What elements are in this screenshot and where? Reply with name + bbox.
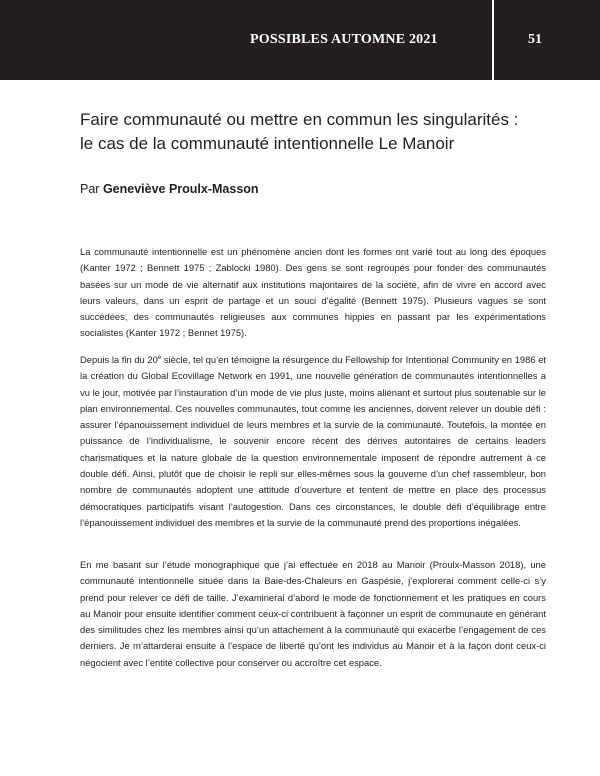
page-number: 51	[528, 32, 542, 47]
paragraph-2-lead: Depuis la fin du 20	[80, 354, 158, 365]
paragraph-2-lead-rest: siècle, tel qu’en témoigne la résurgence du Fellowship for Intentional Community en 1986 et la création du Global Ecovillage Network en 1991,	[80, 354, 547, 382]
body-paragraph-3: En me basant sur l’étude monographique que j’ai effectuée en 2018 au Manoir (Proulx-Masson 2018), une communauté intentionnelle située dans la Baie-des-Chaleurs en Gaspésie, j’explorerai comment celle-ci s’y prend pour relever ce défi de taille. J’examinerai d’abord le mode de fonctionnement et les pratiques en cours au Manoir pour ensuite identifier comment ceux-ci contribuent à façonner un esprit de communauté en générant des similitudes chez les membres ainsi qu’un attachement à la communauté qui exacerbe l’engagement de ces derniers. Je m’attarderai ensuite à l’espace de liberté qu’ont les individus au Manoir et à la façon dont ceux-ci négocient avec l’entité collective pour conserver ou accroître cet espace.	[80, 559, 546, 668]
body-paragraph-1: La communauté intentionnelle est un phénomène ancien dont les formes ont varié tout au long des époques (Kanter 1972 ; Bennett 1975 ; Zablocki 1980). Des gens se sont regroupés pour fonder des communautés basées sur un mode de vie alternatif aux institutions majoritaires de la société, afin de vivre en accord avec leurs valeurs, dans un esprit de partage et un souci d’égalité (Bennett 1975). Plusieurs vagues se sont succédées, des communautés religieuses aux communes hippies en passant par les expérimentations socialistes (Kanter 1972 ; Bennet 1975).	[80, 246, 546, 339]
header-divider	[492, 0, 494, 80]
journal-title: POSSIBLES AUTOMNE 2021	[250, 32, 438, 47]
article-title-line-2: le cas de la communauté intentionnelle Le Manoir	[80, 134, 455, 153]
article-title	[80, 108, 550, 156]
page-header	[0, 0, 600, 80]
byline	[80, 182, 259, 196]
century-superscript: e	[157, 354, 162, 361]
article-title-line-1: Faire communauté ou mettre en commun les singularités :	[80, 110, 519, 129]
author-name: Geneviève Proulx-Masson	[102, 182, 259, 196]
paragraph-2-body: une nouvelle génération de communautés intentionnelles a vu le jour, motivée par l’instauration d’un mode de vie plus juste, moins aliénant et surtout plus soutenable sur le plan environnemental. Ces nouvelles communautés, tout comme les anciennes, doivent relever un double défi : assurer l’épanouissement individuel de leurs membres et la survie de la communauté. Toutefois, la montée en puissance de l’individualisme, le souvenir encore récent des dérives autoritaires de certains leaders charismatiques et la nature globale de la question environnementale imposent de répondre autrement à ce double défi. Ainsi, plutôt que de choisir le repli sur elles-mêmes sous la gouverne d’un chef rassembleur, bon nombre de communautés adoptent une attitude d’ouverture et tentent de mettre en place des processus démocratiques participatifs visant l’autogestion. Dans ces circonstances, le double défi d’équilibrage entre l’épanouissement individuel des membres et la survie de la communauté prend des proportions inégalées.	[80, 370, 546, 528]
body-paragraph-2	[80, 352, 546, 531]
byline-prefix: Par	[80, 182, 103, 196]
